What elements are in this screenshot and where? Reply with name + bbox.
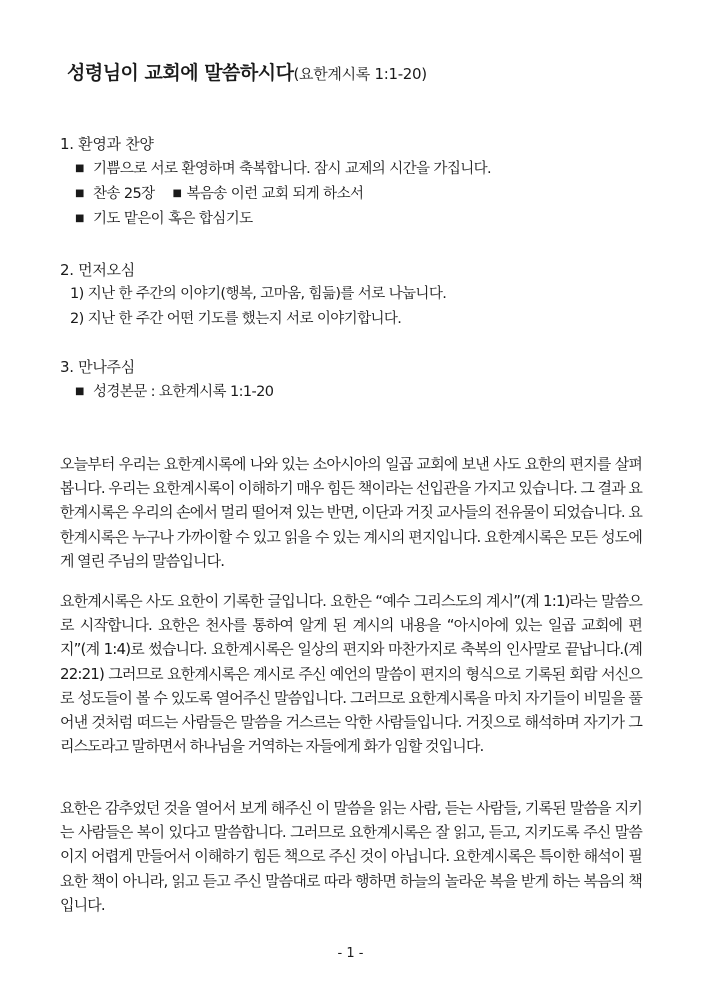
page-title — [67, 58, 427, 85]
bullet-square-icon — [75, 384, 93, 400]
hymn-text: 찬송 25장 — [93, 186, 155, 202]
paragraph-text: 요한은 감추었던 것을 열어서 보게 해주신 이 말씀을 읽는 사람, 듣는 사람들, 기록된 말씀을 지키는 사람들은 복이 있다고 말씀합니다. 그러므로 요한계시록은 잘 읽고, 듣고, 지키도록 주신 말씀이지 어렵게 만들어서 이해하기 힘든 책으로 주신 것이 아닙니다. 요한계시록은 특이한 해석이 필요한 책이 아니라, 읽고 듣고 주신 말씀대로 따라 행하면 하늘의 놀라운 복을 받게 하는 복음의 책입니다. — [60, 799, 642, 914]
list-item — [60, 379, 273, 404]
list-item: 2) 지난 한 주간 어떤 기도를 했는지 서로 이야기합니다. — [70, 311, 402, 327]
paragraph-text: 오늘부터 우리는 요한계시록에 나와 있는 소아시아의 일곱 교회에 보낸 사도 요한의 편지를 살펴봅니다. 우리는 요한계시록이 이해하기 매우 힘든 책이라는 선입관을 가지고 있습니다. 그 결과 요한계시록은 우리의 손에서 멀리 떨어져 있는 반면, 이단과 거짓 교사들의 전유물이 되었습니다. 요한계시록은 누구나 가까이할 수 있고 읽을 수 있는 계시의 편지입니다. 요한계시록은 모든 성도에게 열린 주님의 말씀입니다. — [60, 455, 642, 570]
title-main: 성령님이 교회에 말씀하시다 — [67, 62, 294, 84]
title-scripture-reference: (요한계시록 1:1-20) — [293, 65, 427, 83]
bullet-square-icon — [172, 186, 186, 202]
list-item — [60, 156, 491, 181]
section-heading: 1. 환영과 찬양 — [60, 135, 154, 153]
list-item — [60, 206, 491, 231]
body-paragraph — [60, 796, 642, 917]
item-text: 기도 맡은이 혹은 합심기도 — [93, 211, 253, 227]
page-number: - 1 - — [337, 946, 364, 961]
list-item — [60, 181, 491, 206]
section-welcome-praise — [60, 132, 491, 231]
body-paragraph — [60, 452, 642, 573]
list-item: 1) 지난 한 주간의 이야기(행복, 고마움, 힘듦)를 서로 나눕니다. — [70, 286, 447, 302]
bullet-square-icon — [75, 186, 93, 202]
scripture-text: 성경본문 : 요한계시록 1:1-20 — [93, 384, 274, 400]
bullet-square-icon — [75, 211, 93, 227]
section-heading: 2. 먼저오심 — [60, 261, 135, 279]
section-heading: 3. 만나주심 — [60, 358, 135, 376]
item-text: 기쁨으로 서로 환영하며 축복합니다. 잠시 교제의 시간을 가집니다. — [93, 161, 492, 177]
paragraph-text: 요한계시록은 사도 요한이 기록한 글입니다. 요한은 “예수 그리스도의 계시”(계 1:1)라는 말씀으로 시작합니다. 요한은 천사를 통하여 알게 된 계시의 내용을 “아시아에 있는 일곱 교회에 편지”(계 1:4)로 썼습니다. 요한계시록은 일상의 편지와 마찬가지로 축복의 인사말로 끝납니다.(계 22:21) 그러므로 요한계시록은 계시로 주신 예언의 말씀이 편지의 형식으로 기록된 회람 서신으로 성도들이 볼 수 있도록 열어주신 말씀입니다. 그러므로 요한계시록을 마치 자기들이 비밀을 풀어낸 것처럼 떠드는 사람들은 말씀을 거스르는 악한 사람들입니다. 거짓으로 해석하며 자기가 그리스도라고 말하면서 하나님을 거역하는 자들에게 화가 임할 것입니다. — [60, 592, 642, 756]
bullet-square-icon — [75, 161, 93, 177]
gospel-song-text: 복음송 이런 교회 되게 하소서 — [186, 186, 364, 202]
section-meeting — [60, 355, 273, 404]
body-paragraph — [60, 589, 642, 758]
section-first-coming — [60, 258, 446, 332]
